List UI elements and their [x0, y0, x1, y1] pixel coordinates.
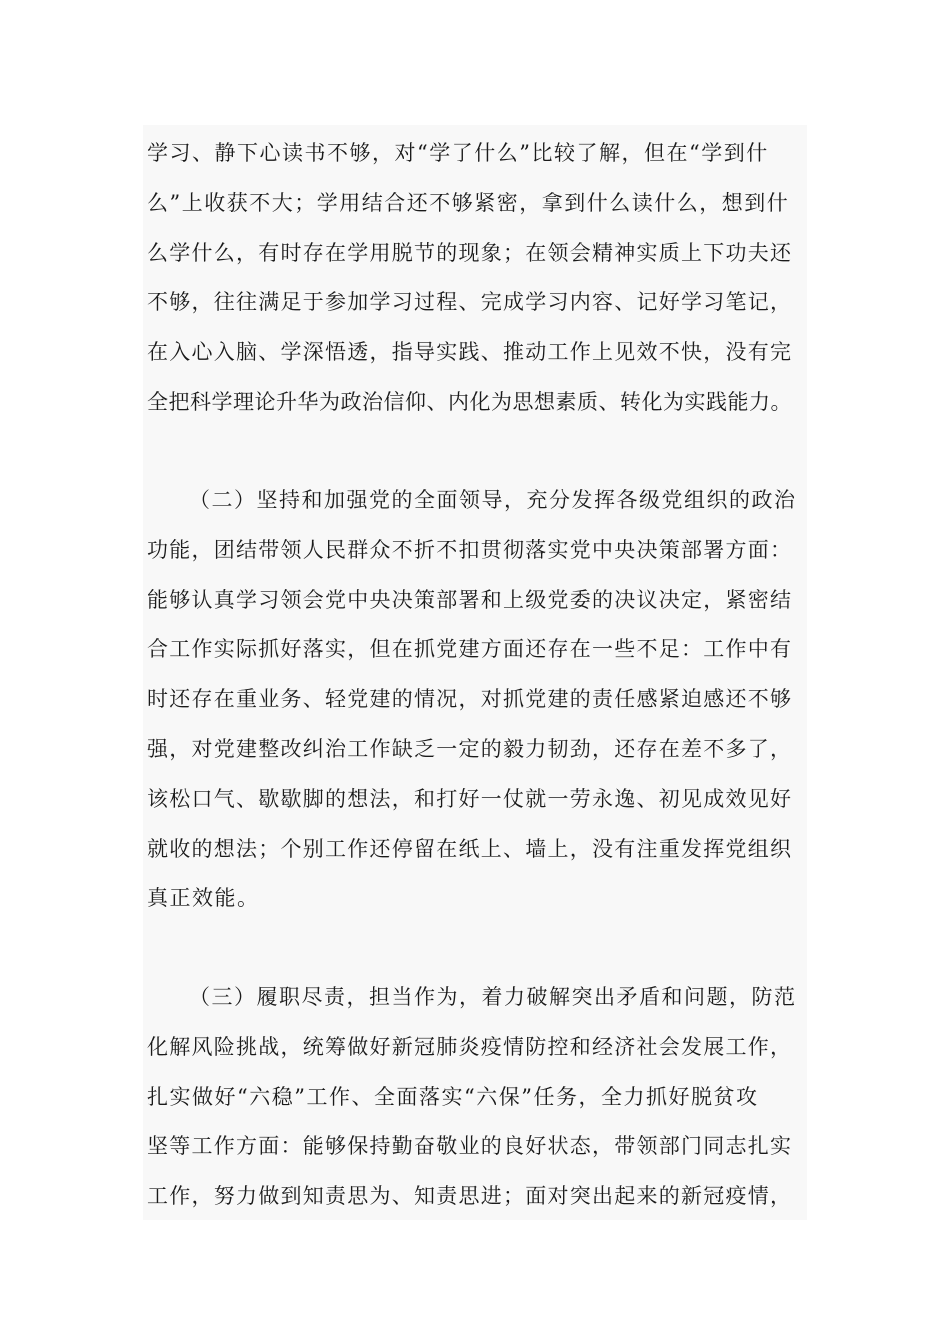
text-line: 时还存在重业务、轻党建的情况，对抓党建的责任感紧迫感还不够 [147, 687, 793, 712]
text-line: 合工作实际抓好落实，但在抓党建方面还存在一些不足：工作中有 [147, 637, 793, 662]
text-line: 坚等工作方面：能够保持勤奋敬业的良好状态，带领部门同志扎实 [147, 1134, 793, 1159]
text-line: 真正效能。 [147, 886, 260, 911]
text-line: 该松口气、歇歇脚的想法，和打好一仗就一劳永逸、初见成效见好 [147, 786, 793, 811]
paragraph-3 [147, 973, 797, 1222]
text-line: 全把科学理论升华为政治信仰、内化为思想素质、转化为实践能力。 [147, 389, 792, 414]
text-line: 功能，团结带领人民群众不折不扣贯彻落实党中央决策部署方面： [147, 537, 793, 562]
text-line: 么”上收获不大；学用结合还不够紧密，拿到什么读什么，想到什 [147, 190, 790, 215]
text-line: 强，对党建整改纠治工作缺乏一定的毅力韧劲，还存在差不多了， [147, 736, 793, 761]
text-line: 工作，努力做到知责思为、知责思进；面对突出起来的新冠疫情， [147, 1184, 793, 1209]
text-line: 就收的想法；个别工作还停留在纸上、墙上，没有注重发挥党组织 [147, 836, 793, 861]
text-line: 能够认真学习领会党中央决策部署和上级党委的决议决定，紧密结 [147, 587, 793, 612]
paragraph-2 [147, 476, 797, 924]
text-line: 学习、静下心读书不够，对“学了什么”比较了解，但在“学到什 [147, 141, 769, 165]
paragraph-1 [147, 129, 797, 428]
text-line: 么学什么，有时存在学用脱节的现象；在领会精神实质上下功夫还 [147, 240, 793, 265]
text-line: 不够，往往满足于参加学习过程、完成学习内容、记好学习笔记， [147, 290, 793, 315]
text-line: 在入心入脑、学深悟透，指导实践、推动工作上见效不快，没有完 [147, 340, 793, 365]
paragraph-heading-line: （二）坚持和加强党的全面领导，充分发挥各级党组织的政治 [189, 488, 797, 512]
paragraph-heading-line: （三）履职尽责，担当作为，着力破解突出矛盾和问题，防范 [189, 985, 797, 1009]
text-line: 扎实做好“六稳”工作、全面落实“六保”任务，全力抓好脱贫攻 [147, 1084, 759, 1109]
text-line: 化解风险挑战，统筹做好新冠肺炎疫情防控和经济社会发展工作， [147, 1034, 793, 1059]
